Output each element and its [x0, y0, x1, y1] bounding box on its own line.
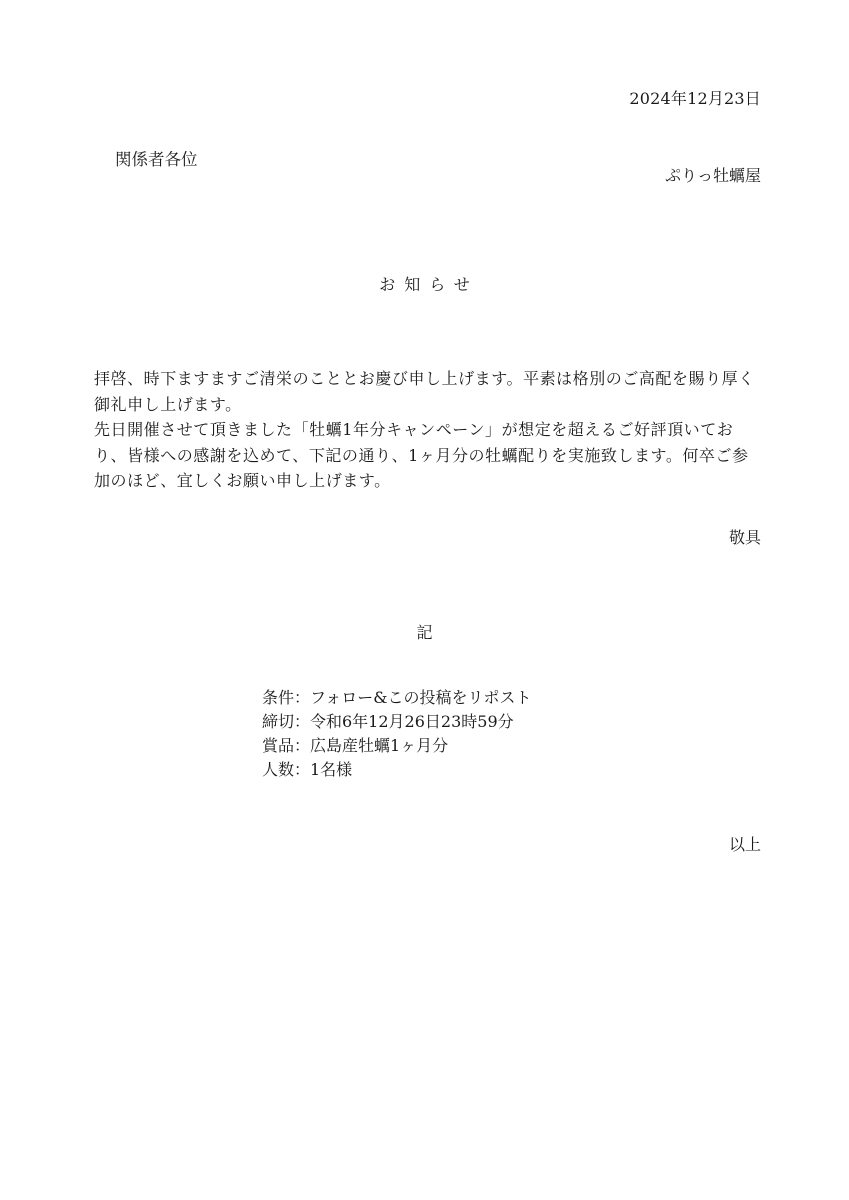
notice-title: お知らせ — [379, 275, 479, 294]
ending-phrase: 以上 — [728, 835, 761, 854]
sender-name: ぷりっ牡蠣屋 — [664, 166, 761, 185]
detail-conditions: 条件：フォロー&この投稿をリポスト — [262, 688, 532, 707]
campaign-details — [262, 686, 531, 782]
detail-winners: 人数：1名様 — [262, 760, 353, 779]
announcement-paragraph: 先日開催させて頂きました「牡蠣1年分キャンペーン」が想定を超えるご好評頂いており、皆様への感謝を込めて、下記の通り、1ヶ月分の牡蠣配りを実施致します。何卒ご参加のほど、宜しくお願い申し上げます。 — [94, 420, 749, 490]
record-heading: 記 — [416, 623, 433, 642]
addressee: 関係者各位 — [115, 150, 198, 169]
greeting-paragraph: 拝啓、時下ますますご清栄のこととお慶び申し上げます。平素は格別のご高配を賜り厚く御礼申し上げます。 — [94, 369, 755, 414]
closing-phrase: 敬具 — [728, 528, 761, 547]
detail-prize: 賞品：広島産牡蠣1ヶ月分 — [262, 736, 449, 755]
letter-date: 2024年12月23日 — [629, 89, 761, 108]
letter-body — [94, 366, 764, 494]
detail-deadline: 締切：令和6年12月26日23時59分 — [262, 712, 514, 731]
